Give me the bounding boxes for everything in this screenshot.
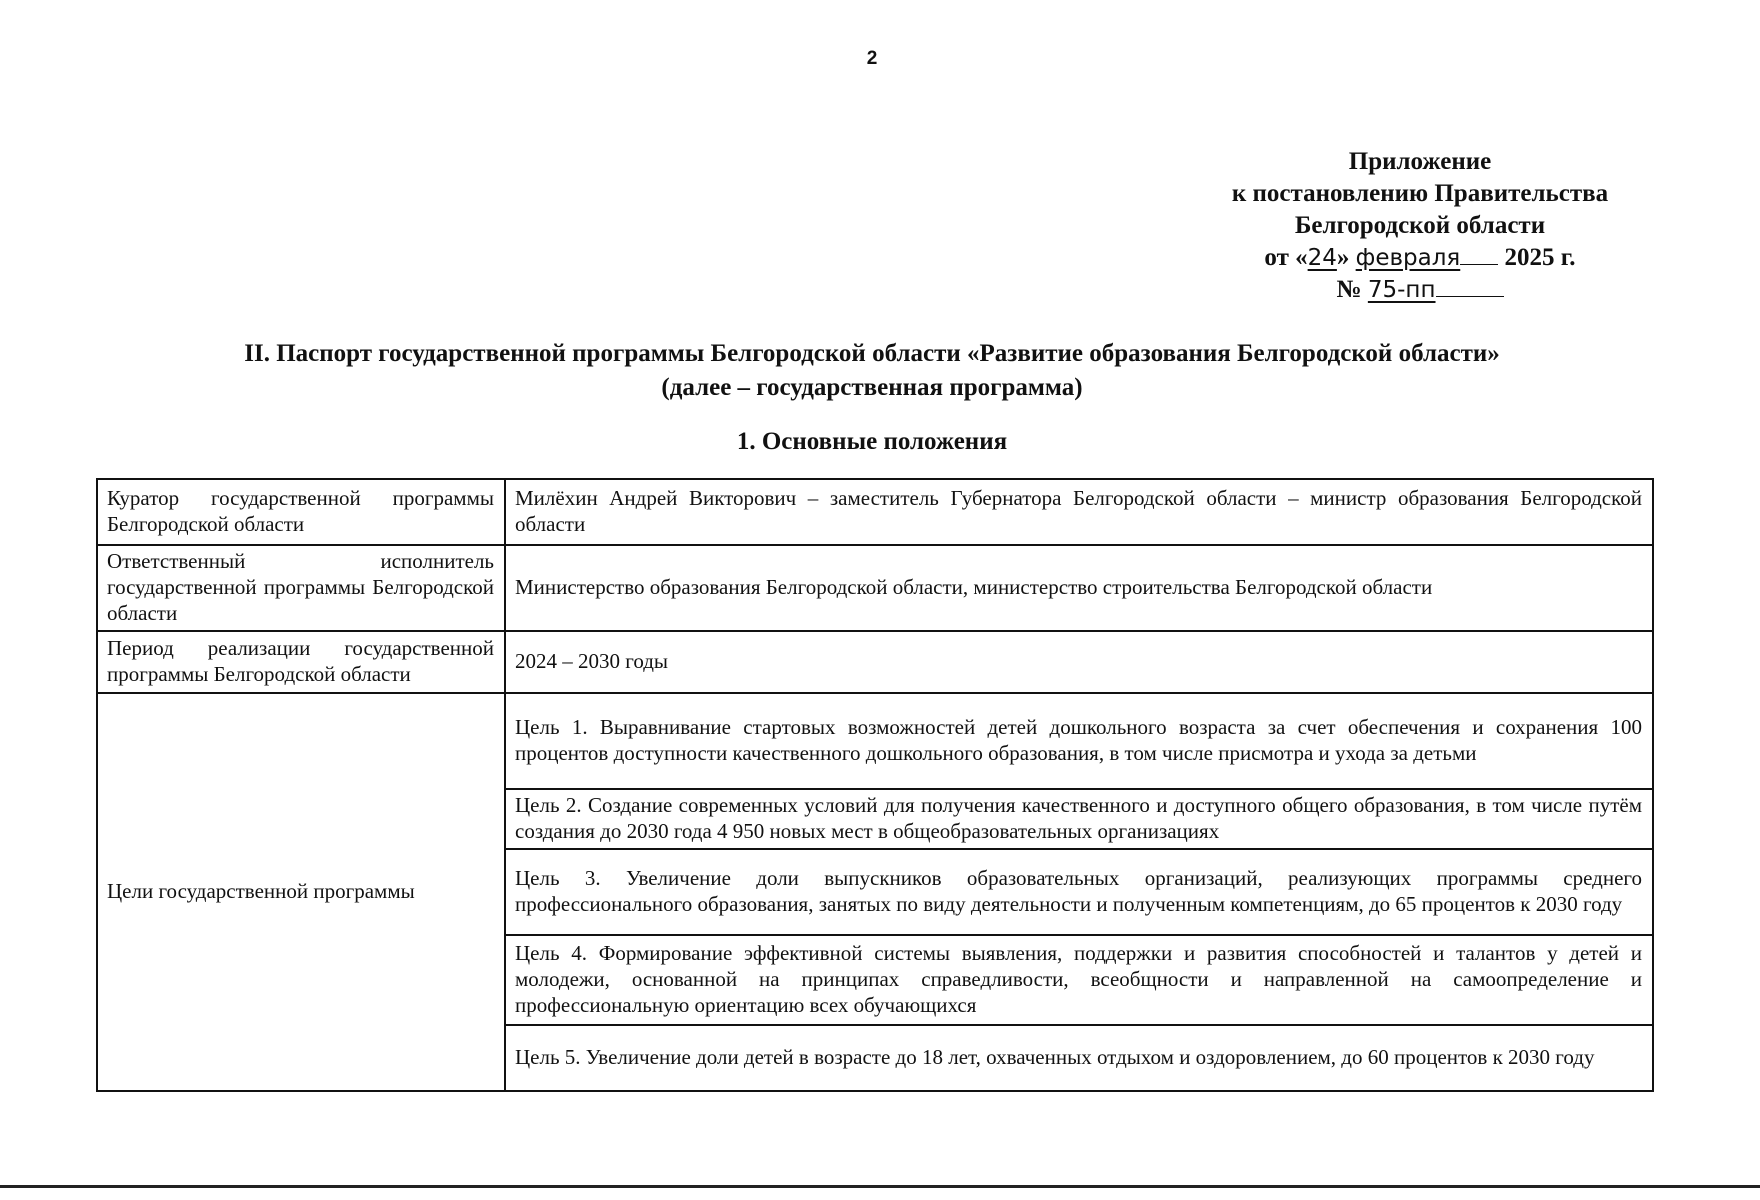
goal-1: Цель 1. Выравнивание стартовых возможностей детей дошкольного возраста за счет обеспечения и сохранения 100 процентов доступности качественного дошкольного образования, в том числе присмотра и ухода за детьми xyxy=(505,693,1653,789)
number-blank-line xyxy=(1436,276,1504,297)
row-label-period: Период реализации государственной программы Белгородской области xyxy=(97,631,505,693)
section-title: 1. Основные положения xyxy=(736,428,1008,455)
appendix-number-line xyxy=(1185,274,1655,306)
table-row xyxy=(97,545,1653,631)
document-title xyxy=(0,337,1744,405)
row-label-curator: Куратор государственной программы Белгородской области xyxy=(97,479,505,545)
goal-3: Цель 3. Увеличение доли выпускников образовательных организаций, реализующих программы среднего профессионального образования, занятых по виду деятельности и полученным компетенциям, до 65 процентов к 2030 году xyxy=(505,849,1653,935)
date-day: 24 xyxy=(1307,245,1337,271)
bottom-rule xyxy=(0,1185,1760,1188)
table-row xyxy=(97,693,1653,789)
document-title-line-1: II. Паспорт государственной программы Белгородской области «Развитие образования Белгородской области» xyxy=(244,340,1500,367)
goal-2: Цель 2. Создание современных условий для получения качественного и доступного общего образования, в том числе путём создания до 2030 года 4 950 новых мест в общеобразовательных организациях xyxy=(505,789,1653,849)
number-value: 75-пп xyxy=(1367,277,1436,303)
row-label-executor: Ответственный исполнитель государственной программы Белгородской области xyxy=(97,545,505,631)
table-row xyxy=(97,631,1653,693)
document-title-line-2: (далее – государственная программа) xyxy=(661,374,1083,401)
date-mid: » xyxy=(1336,244,1350,271)
date-month: февраля xyxy=(1355,245,1461,271)
appendix-line-2: к постановлению Правительства xyxy=(1231,180,1609,207)
passport-table xyxy=(96,478,1654,1092)
row-value-executor: Министерство образования Белгородской области, министерство строительства Белгородской области xyxy=(505,545,1653,631)
row-value-period: 2024 – 2030 годы xyxy=(505,631,1653,693)
row-value-curator: Милёхин Андрей Викторович – заместитель Губернатора Белгородской области – министр образования Белгородской области xyxy=(505,479,1653,545)
appendix-date-line xyxy=(1185,242,1655,274)
goal-5: Цель 5. Увеличение доли детей в возрасте до 18 лет, охваченных отдыхом и оздоровлением, до 60 процентов к 2030 году xyxy=(505,1025,1653,1091)
page-number: 2 xyxy=(866,48,878,69)
number-prefix: № xyxy=(1336,276,1362,303)
table-row xyxy=(97,479,1653,545)
appendix-line-1: Приложение xyxy=(1348,148,1492,175)
date-year: 2025 г. xyxy=(1504,244,1576,271)
appendix-line-3: Белгородской области xyxy=(1294,212,1546,239)
appendix-block xyxy=(1185,146,1655,306)
date-prefix: от « xyxy=(1264,244,1308,271)
date-blank-line xyxy=(1460,244,1498,265)
goal-4: Цель 4. Формирование эффективной системы выявления, поддержки и развития способностей и талантов у детей и молодежи, основанной на принципах справедливости, всеобщности и направленной на самоопределение и профессиональную ориентацию всех обучающихся xyxy=(505,935,1653,1025)
row-label-goals: Цели государственной программы xyxy=(97,693,505,1091)
